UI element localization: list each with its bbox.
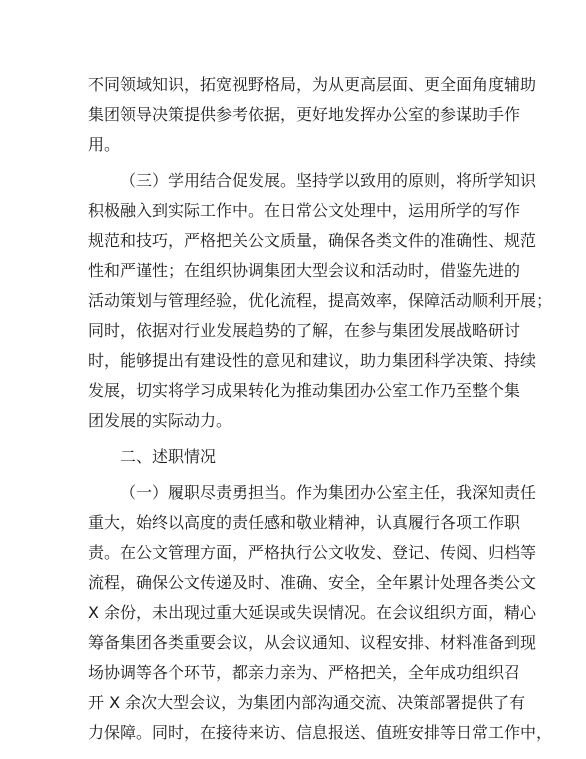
paragraph-line: （一）履职尽责勇担当。作为集团办公室主任，我深知责任 (120, 483, 537, 502)
paragraph-line: 力保障。同时，在接待来访、信息报送、值班安排等日常工作中， (88, 723, 553, 742)
section-heading-2: 二、述职情况 (120, 447, 217, 466)
paragraph-line: 积极融入到实际工作中。在日常公文处理中，运用所学的写作 (88, 201, 521, 220)
paragraph-line: 集团领导决策提供参考依据，更好地发挥办公室的参谋助手作 (88, 105, 521, 124)
paragraph-line: 活动策划与管理经验，优化流程，提高效率，保障活动顺利开展； (88, 291, 553, 310)
paragraph-line: 筹备集团各类重要会议，从会议通知、议程安排、材料准备到现 (88, 633, 537, 652)
paragraph-line: 责。在公文管理方面，严格执行公文收发、登记、传阅、归档等 (88, 543, 537, 562)
paragraph-line: 开 X 余次大型会议，为集团内部沟通交流、决策部署提供了有 (88, 693, 526, 712)
paragraph-line: X 余份，未出现过重大延误或失误情况。在会议组织方面，精心 (88, 603, 537, 622)
paragraph-line: 发展，切实将学习成果转化为推动集团办公室工作乃至整个集 (88, 381, 521, 400)
paragraph-line: 不同领域知识，拓宽视野格局，为从更高层面、更全面角度辅助 (88, 75, 537, 94)
paragraph-line: 性和严谨性；在组织协调集团大型会议和活动时，借鉴先进的 (88, 261, 521, 280)
paragraph-line: 用。 (88, 135, 121, 154)
section-heading-3: （三）学用结合促发展。坚持学以致用的原则，将所学知识 (120, 171, 537, 190)
paragraph-line: 同时，依据对行业发展趋势的了解，在参与集团发展战略研讨 (88, 321, 521, 340)
paragraph-line: 流程，确保公文传递及时、准确、安全，全年累计处理各类公文 (88, 573, 537, 592)
paragraph-line: 团发展的实际动力。 (88, 411, 233, 430)
paragraph-line: 规范和技巧，严格把关公文质量，确保各类文件的准确性、规范 (88, 231, 537, 250)
paragraph-line: 场协调等各个环节，都亲力亲为、严格把关，全年成功组织召 (88, 663, 521, 682)
paragraph-line: 时，能够提出有建设性的意见和建议，助力集团科学决策、持续 (88, 351, 537, 370)
paragraph-line: 重大，始终以高度的责任感和敬业精神，认真履行各项工作职 (88, 513, 521, 532)
